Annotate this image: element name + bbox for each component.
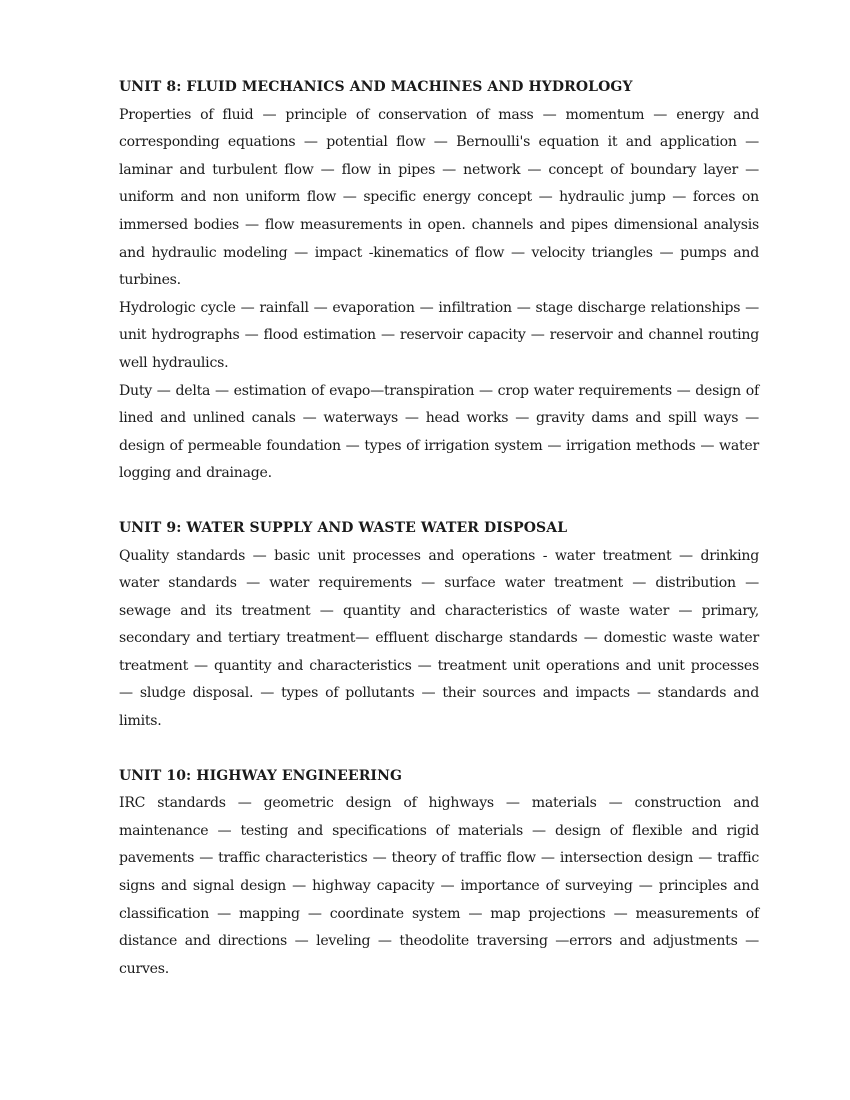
unit-10-heading: UNIT 10: HIGHWAY ENGINEERING [119, 767, 403, 784]
unit-8-paragraph-irrigation: Duty — delta — estimation of evapo—transpiration — crop water requirements — design of lined and unlined canals — waterways — head works — gravity dams and spill ways — design of permeable foundation — types of irrigation system — irrigation methods — water logging and drainage. [119, 382, 759, 482]
document-page [119, 74, 759, 983]
unit-10-paragraph: IRC standards — geometric design of highways — materials — construction and maintenance — testing and specifications of materials — design of flexible and rigid pavements — traffic characteristics — theory of traffic flow — intersection design — traffic signs and signal design — highway capacity — importance of surveying — principles and classification — mapping — coordinate system — map projections — measurements of distance and directions — leveling — theodolite traversing —errors and adjustments — curves. [119, 795, 759, 977]
unit-8-section [119, 74, 759, 488]
unit-9-paragraph: Quality standards — basic unit processes and operations - water treatment — drinking water standards — water requirements — surface water treatment — distribution — sewage and its treatment — quantity and characteristics of waste water — primary, secondary and tertiary treatment— effluent discharge standards — domestic waste water treatment — quantity and characteristics — treatment unit operations and unit processes — sludge disposal. — types of pollutants — their sources and impacts — standards and limits. [119, 547, 759, 730]
unit-10-section [119, 763, 759, 984]
unit-8-paragraph-hydrology: Hydrologic cycle — rainfall — evaporation — infiltration — stage discharge relationships — unit hydrographs — flood estimation — reservoir capacity — reservoir and channel routing well hydraulics. [119, 299, 759, 371]
unit-9-section [119, 515, 759, 736]
unit-8-heading: UNIT 8: FLUID MECHANICS AND MACHINES AND HYDROLOGY [119, 79, 633, 95]
unit-8-paragraph-fluid-mechanics: Properties of fluid — principle of conservation of mass — momentum — energy and corresponding equations — potential flow — Bernoulli's equation it and application — laminar and turbulent flow — flow in pipes — network — concept of boundary layer — uniform and non uniform flow — specific energy concept — hydraulic jump — forces on immersed bodies — flow measurements in open. channels and pipes dimensional analysis and hydraulic modeling — impact -kinematics of flow — velocity triangles — pumps and turbines. [119, 106, 759, 289]
unit-9-heading: UNIT 9: WATER SUPPLY AND WASTE WATER DISPOSAL [119, 519, 568, 536]
